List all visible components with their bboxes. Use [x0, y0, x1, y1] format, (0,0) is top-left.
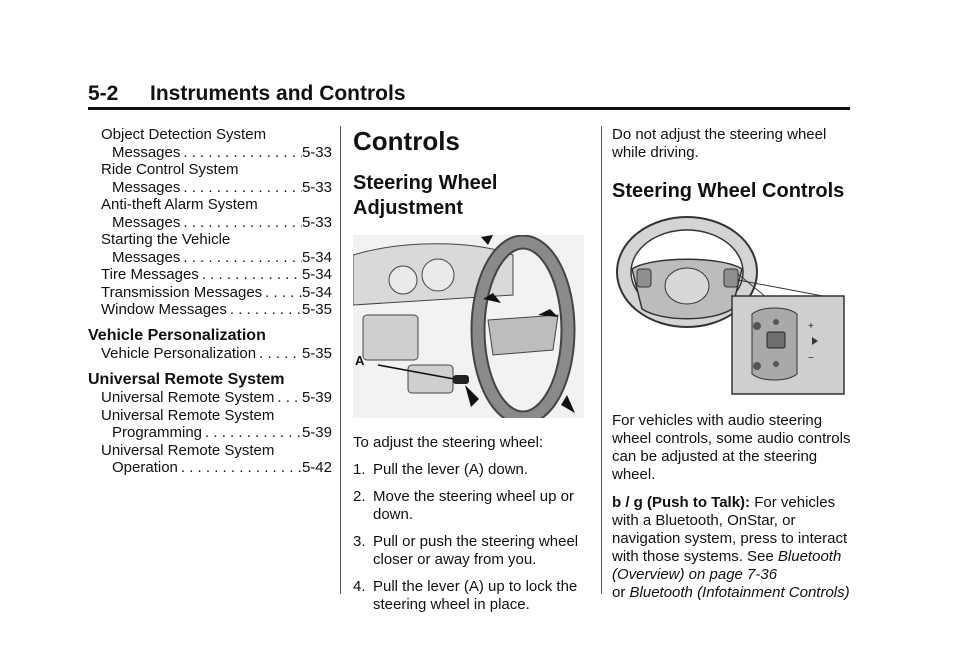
leader-dots — [180, 144, 302, 162]
index-entry — [101, 301, 332, 319]
or-word: or — [612, 584, 626, 601]
index-section-heading: Universal Remote System — [88, 370, 285, 388]
controls-section — [353, 126, 585, 614]
page-ref[interactable]: 5-39 — [301, 389, 332, 406]
step-number: 2. — [353, 488, 366, 505]
page-ref[interactable]: 5-42 — [301, 459, 332, 476]
page-ref[interactable]: 5-34 — [301, 266, 332, 283]
index-entry-title: Starting the Vehicle — [101, 231, 231, 248]
page-ref[interactable]: 5-34 — [301, 248, 332, 266]
page-header — [88, 82, 406, 106]
index-entry-title: Transmission Messages — [101, 283, 263, 301]
leader-dots — [262, 284, 302, 302]
bluetooth-overview-link[interactable]: Bluetooth (Overview) on page 7-36 — [612, 548, 842, 583]
step-text: Pull the lever (A) down. — [373, 461, 529, 478]
index-entry-subtitle: Messages — [112, 178, 181, 196]
push-to-talk-label: (Push to Talk): — [647, 494, 751, 511]
page-ref[interactable]: 5-34 — [301, 283, 332, 301]
step-text: Pull or push the steering wheel closer or away from you. — [373, 533, 579, 568]
leader-dots — [256, 345, 302, 363]
index-entry-subtitle: Messages — [112, 143, 181, 161]
adjust-steps — [353, 461, 585, 614]
figure-label-a: A — [355, 353, 365, 368]
index-entry — [101, 284, 332, 302]
index-entry-title: Ride Control System — [101, 161, 239, 178]
index-entry-title: Vehicle Personalization — [101, 345, 257, 362]
page-title: Instruments and Controls — [150, 82, 406, 105]
step-item — [353, 461, 585, 479]
index-entry-title: Universal Remote System — [101, 406, 275, 424]
step-text: Pull the lever (A) up to lock the steering wheel in place. — [373, 578, 578, 613]
index-section-heading: Vehicle Personalization — [88, 326, 266, 344]
index-entry-title: Tire Messages — [101, 266, 199, 283]
leader-dots — [180, 179, 302, 197]
index-entry — [101, 231, 332, 266]
adjust-intro: To adjust the steering wheel: — [353, 434, 544, 451]
step-number: 4. — [353, 578, 366, 595]
section-heading: Controls — [353, 126, 460, 156]
index-entry-title: Anti-theft Alarm System — [101, 196, 258, 213]
index-entry — [101, 407, 332, 442]
column-divider — [340, 126, 341, 594]
index-entry-title: Object Detection System — [101, 126, 267, 143]
index-entry — [101, 389, 332, 407]
index-entry — [101, 196, 332, 231]
index-entry — [101, 126, 332, 161]
steering-wheel-drawing — [612, 214, 847, 398]
steering-column-drawing — [353, 235, 584, 418]
audio-controls-text: For vehicles with audio steering wheel controls, some audio controls can be adjusted at the steering wheel. — [612, 412, 851, 483]
push-to-talk-text: For vehicles with a Bluetooth, OnStar, or navigation system, press to interact with those systems. See — [612, 494, 848, 565]
index-entry-title: Universal Remote System — [101, 389, 275, 406]
leader-dots — [180, 249, 302, 267]
push-to-talk-symbols: b / g — [612, 494, 643, 511]
index-entry-title: Window Messages — [101, 301, 227, 318]
leader-dots — [199, 266, 302, 284]
page-ref[interactable]: 5-33 — [301, 178, 332, 196]
wheel-controls-section — [612, 126, 852, 602]
page-ref[interactable]: 5-35 — [301, 301, 332, 318]
push-to-talk-paragraph — [612, 494, 852, 602]
page-ref[interactable]: 5-39 — [301, 424, 332, 441]
bluetooth-infotainment-link[interactable]: Bluetooth (Infotainment Controls) — [629, 584, 850, 601]
subsection-heading: Steering Wheel Adjustment — [353, 172, 498, 219]
page-ref[interactable]: 5-33 — [301, 143, 332, 161]
column-divider — [601, 126, 602, 594]
index-entry-title: Universal Remote System — [101, 441, 275, 459]
leader-dots — [202, 424, 302, 442]
subsection-heading: Steering Wheel Controls — [612, 180, 845, 202]
index-entry — [101, 266, 332, 284]
page-ref[interactable]: 5-35 — [301, 345, 332, 362]
steering-wheel-controls-illustration — [612, 214, 847, 398]
step-item — [353, 488, 585, 524]
steering-wheel-adjustment-illustration — [353, 235, 584, 418]
svg-text:−: − — [808, 353, 814, 364]
index-entry — [101, 442, 332, 477]
leader-dots — [180, 214, 302, 232]
page-ref[interactable]: 5-33 — [301, 213, 332, 231]
index-entry-subtitle: Messages — [112, 213, 181, 231]
index-entry-subtitle: Operation — [112, 459, 178, 476]
svg-text:+: + — [808, 321, 814, 332]
index-entry-subtitle: Messages — [112, 248, 181, 266]
step-number: 3. — [353, 533, 366, 550]
contents-index — [88, 126, 332, 477]
index-entry — [101, 161, 332, 196]
step-item — [353, 578, 585, 614]
step-text: Move the steering wheel up or down. — [373, 488, 574, 523]
step-item — [353, 533, 585, 569]
index-entry-subtitle: Programming — [112, 424, 203, 441]
header-rule — [88, 107, 850, 110]
page-number: 5-2 — [88, 82, 119, 105]
index-entry — [101, 345, 332, 363]
step-number: 1. — [353, 461, 366, 478]
leader-dots — [178, 459, 302, 477]
leader-dots — [227, 301, 302, 319]
leader-dots — [274, 389, 302, 407]
warning-text: Do not adjust the steering wheel while driving. — [612, 126, 827, 161]
